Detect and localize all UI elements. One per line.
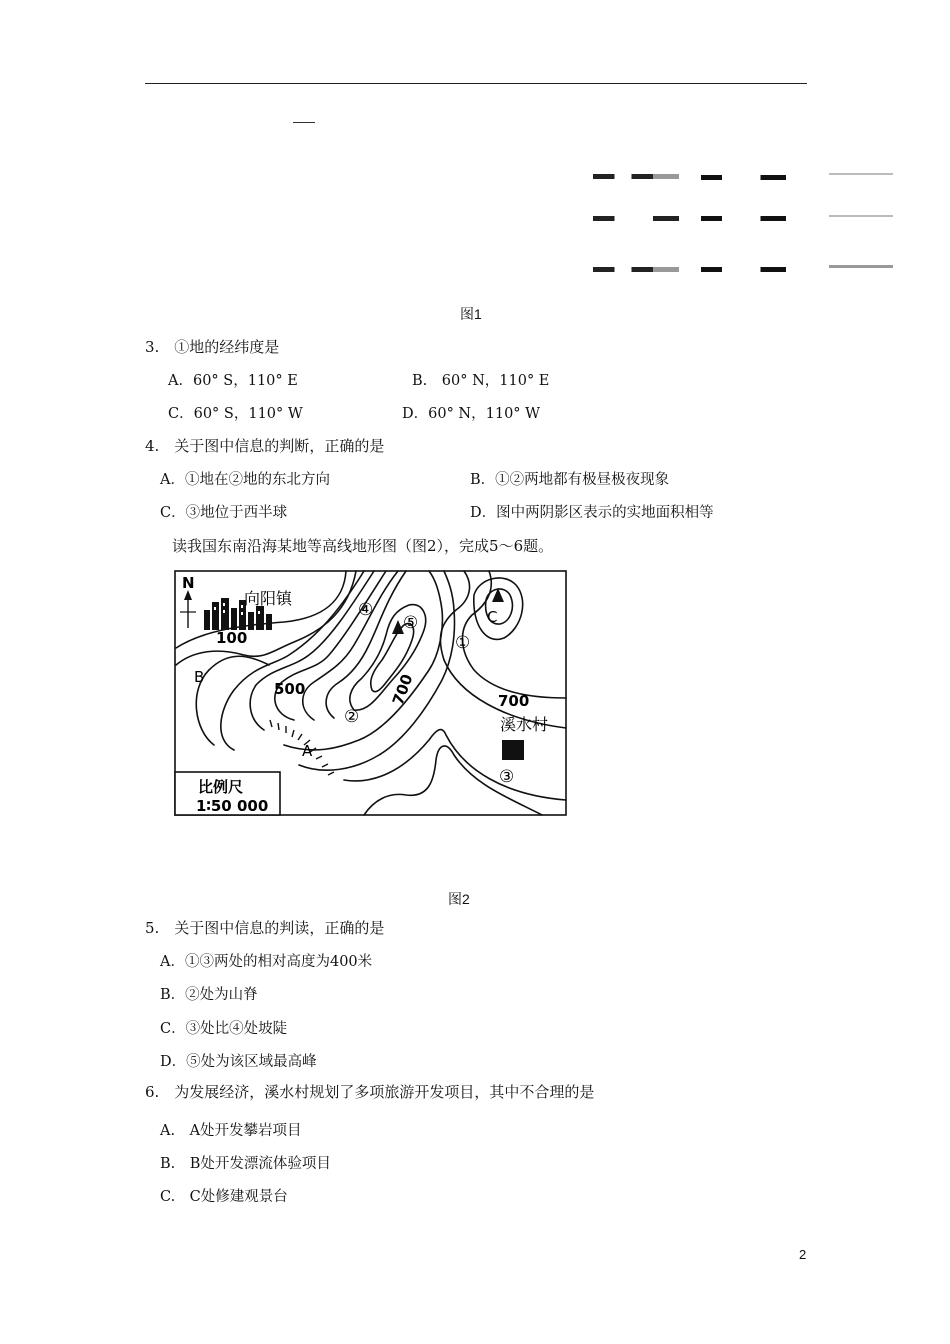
q3-stem: 3. ①地的经纬度是 [145, 338, 280, 356]
q3-option-a[interactable]: A．60° S，110° E [168, 373, 298, 389]
q5-stem: 5. 关于图中信息的判读，正确的是 [145, 919, 385, 937]
circled-1: ① [455, 633, 471, 653]
q3-option-b[interactable]: B. 60° N，110° E [412, 373, 550, 389]
town-label: 向阳镇 [244, 589, 293, 608]
q5-option-d[interactable]: D．⑤处为该区域最高峰 [160, 1054, 317, 1070]
point-a-label: A [302, 742, 313, 760]
circled-4: ④ [358, 600, 374, 620]
contour-map [174, 570, 568, 817]
point-b-label: B [194, 668, 205, 686]
q5-option-c[interactable]: C．③处比④处坡陡 [160, 1021, 288, 1037]
q3-option-c[interactable]: C．60° S，110° W [168, 406, 303, 422]
intro-text: 读我国东南沿海某地等高线地形图（图2），完成5～6题。 [172, 537, 554, 555]
q4-option-d[interactable]: D．图中两阴影区表示的实地面积相等 [470, 505, 714, 521]
scale-value: 1∶50 000 [196, 797, 269, 815]
q6-option-a[interactable]: A. A处开发攀岩项目 [160, 1123, 302, 1139]
q4-option-b[interactable]: B．①②两地都有极昼极夜现象 [470, 472, 670, 488]
village-marker-icon [502, 740, 524, 760]
village-label: 溪水村 [500, 715, 549, 734]
q4-option-a[interactable]: A．①地在②地的东北方向 [160, 472, 330, 488]
figure2-caption: 图2 [448, 891, 470, 907]
q5-option-b[interactable]: B．②处为山脊 [160, 987, 258, 1003]
header-rule [145, 83, 807, 84]
q6-option-c[interactable]: C. C处修建观景台 [160, 1189, 288, 1205]
contour-label-100: 100 [216, 629, 248, 647]
q4-stem: 4. 关于图中信息的判断，正确的是 [145, 437, 385, 455]
page-number: 2 [799, 1247, 807, 1262]
q3-option-d[interactable]: D．60° N，110° W [402, 406, 541, 422]
circled-5: ⑤ [403, 613, 419, 633]
q4-option-c[interactable]: C．③地位于西半球 [160, 505, 288, 521]
q6-option-b[interactable]: B. B处开发漂流体验项目 [160, 1156, 331, 1172]
figure1-caption: 图1 [460, 306, 482, 322]
q6-stem: 6. 为发展经济，溪水村规划了多项旅游开发项目，其中不合理的是 [145, 1083, 595, 1101]
contour-label-700-east: 700 [498, 692, 530, 710]
circled-2: ② [344, 707, 360, 727]
circled-3: ③ [499, 767, 515, 787]
figure1-remnant-dash [293, 122, 315, 123]
q5-option-a[interactable]: A．①③两处的相对高度为400米 [160, 954, 373, 970]
north-label: N [182, 574, 195, 592]
contour-label-500: 500 [274, 680, 306, 698]
contour-label-700-ridge: 700 [388, 671, 417, 708]
scale-title: 比例尺 [198, 778, 244, 796]
point-c-label: C [487, 608, 498, 626]
